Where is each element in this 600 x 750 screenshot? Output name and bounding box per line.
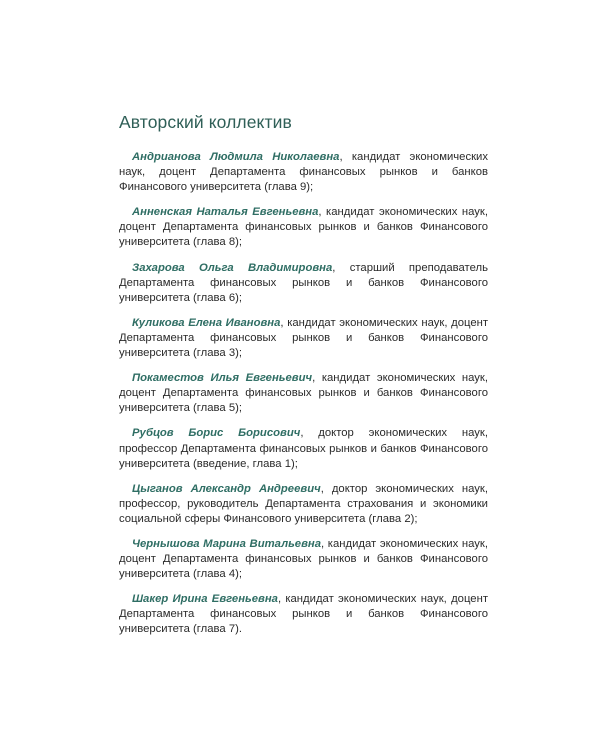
author-name: Чернышова Марина Витальевна [132,537,322,550]
author-entry-4 [119,316,488,361]
author-name: Рубцов Борис Борисович [132,427,301,440]
author-name: Шакер Ирина Евгеньевна [132,593,278,606]
author-name: Захарова Ольга Владимировна [132,261,333,274]
author-description: , старший преподаватель Департамента финансовых рынков и банков Финансового университета (глава 6); [119,261,488,304]
author-entry-2 [119,205,488,250]
author-description: , кандидат экономических наук, доцент Департамента финансовых рынков и банков Финансового университета (глава 4); [119,537,488,581]
author-description: , доктор экономических наук, профессор Департамента финансовых рынков и банков Финансового университета (введение, глава 1); [119,427,488,470]
author-entry-3 [119,261,488,306]
author-name: Покаместов Илья Евгеньевич [132,372,313,385]
author-entry-1 [119,150,488,195]
author-name: Анненская Наталья Евгеньевна [132,206,319,219]
author-entry-9 [119,592,488,637]
author-description: , кандидат экономических наук, доцент Департамента финансовых рынков и банков Финансового университета (глава 5); [119,372,489,415]
author-description: , доктор экономических наук, профессор, руководитель Департамента страхования и экономики социальной сферы Финансового университета (глава 2); [119,482,488,525]
author-description: , кандидат экономических наук, доцент Департамента финансовых рынков и банков Финансового университета (глава 9); [119,151,488,194]
author-entry-6 [119,426,488,471]
author-entry-8 [119,537,488,582]
author-description: , кандидат экономических наук, доцент Департамента финансовых рынков и банков Финансового университета (глава 7). [119,593,488,636]
author-description: , кандидат экономических наук, доцент Департамента финансовых рынков и банков Финансового университета (глава 3); [119,316,489,360]
author-name: Куликова Елена Ивановна [132,316,281,329]
author-entry-5 [119,371,488,416]
author-name: Цыганов Александр Андреевич [132,482,321,495]
page-title: Авторский коллектив [119,112,292,132]
author-entry-7 [119,482,488,527]
author-name: Андрианова Людмила Николаевна [132,151,340,163]
author-list [119,150,488,648]
author-description: , кандидат экономических наук, доцент Департамента финансовых рынков и банков Финансового университета (глава 8); [119,206,488,249]
